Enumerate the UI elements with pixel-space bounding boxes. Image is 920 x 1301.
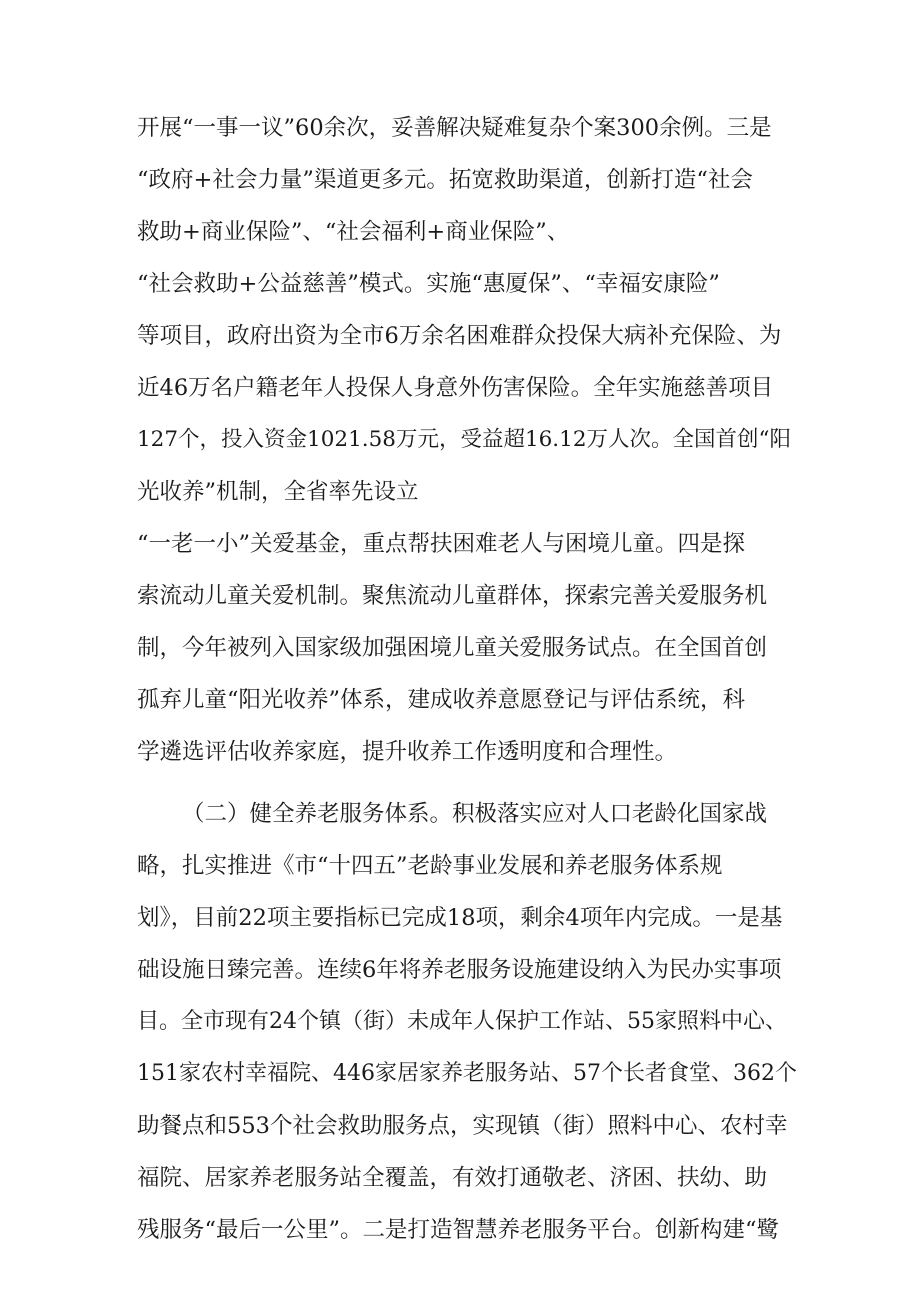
paragraph-line: 等项目，政府出资为全市6万余名困难群众投保大病补充保险、为 — [137, 323, 782, 349]
paragraph-line: “政府+社会力量”渠道更多元。拓宽救助渠道，创新打造“社会 — [137, 167, 753, 193]
paragraph-line: 福院、居家养老服务站全覆盖，有效打通敬老、济困、扶幼、助 — [137, 1165, 768, 1191]
paragraph-line: 残服务“最后一公里”。二是打造智慧养老服务平台。创新构建“鹭 — [137, 1217, 780, 1243]
paragraph-line: 索流动儿童关爱机制。聚焦流动儿童群体，探索完善关爱服务机 — [137, 583, 768, 609]
paragraph-line: 127个，投入资金1021.58万元，受益超16.12万人次。全国首创“阳 — [137, 427, 791, 452]
paragraph-line: 助餐点和553个社会救助服务点，实现镇（街）照料中心、农村幸 — [137, 1113, 788, 1139]
paragraph-line: 开展“一事一议”60余次，妥善解决疑难复杂个案300余例。三是 — [137, 115, 772, 141]
paragraph-line: “社会救助+公益慈善”模式。实施“惠厦保”、“幸福安康险” — [137, 271, 720, 297]
paragraph-line: 孤弃儿童“阳光收养”体系，建成收养意愿登记与评估系统，科 — [137, 687, 746, 713]
paragraph-line: 151家农村幸福院、446家居家养老服务站、57个长者食堂、362个 — [137, 1061, 797, 1086]
paragraph-line: 光收养”机制，全省率先设立 — [137, 479, 419, 505]
paragraph-line: 目。全市现有24个镇（街）未成年人保护工作站、55家照料中心、 — [137, 1009, 787, 1034]
paragraph-line: 近46万名户籍老年人投保人身意外伤害保险。全年实施慈善项目 — [137, 375, 774, 401]
paragraph-line: 制，今年被列入国家级加强困境儿童关爱服务试点。在全国首创 — [137, 635, 768, 661]
paragraph-line: 略，扎实推进《市“十四五”老龄事业发展和养老服务体系规 — [137, 853, 723, 879]
paragraph-line: 划》，目前22项主要指标已完成18项，剩余4项年内完成。一是基 — [137, 905, 783, 931]
paragraph-line: 础设施日臻完善。连续6年将养老服务设施建设纳入为民办实事项 — [137, 957, 782, 983]
paragraph-line: 救助+商业保险”、“社会福利+商业保险”、 — [137, 219, 570, 245]
paragraph-line: “一老一小”关爱基金，重点帮扶困难老人与困境儿童。四是探 — [137, 531, 746, 557]
section-heading-line: （二）健全养老服务体系。积极落实应对人口老龄化国家战 — [182, 801, 768, 827]
paragraph-line: 学遴选评估收养家庭，提升收养工作透明度和合理性。 — [137, 739, 678, 765]
